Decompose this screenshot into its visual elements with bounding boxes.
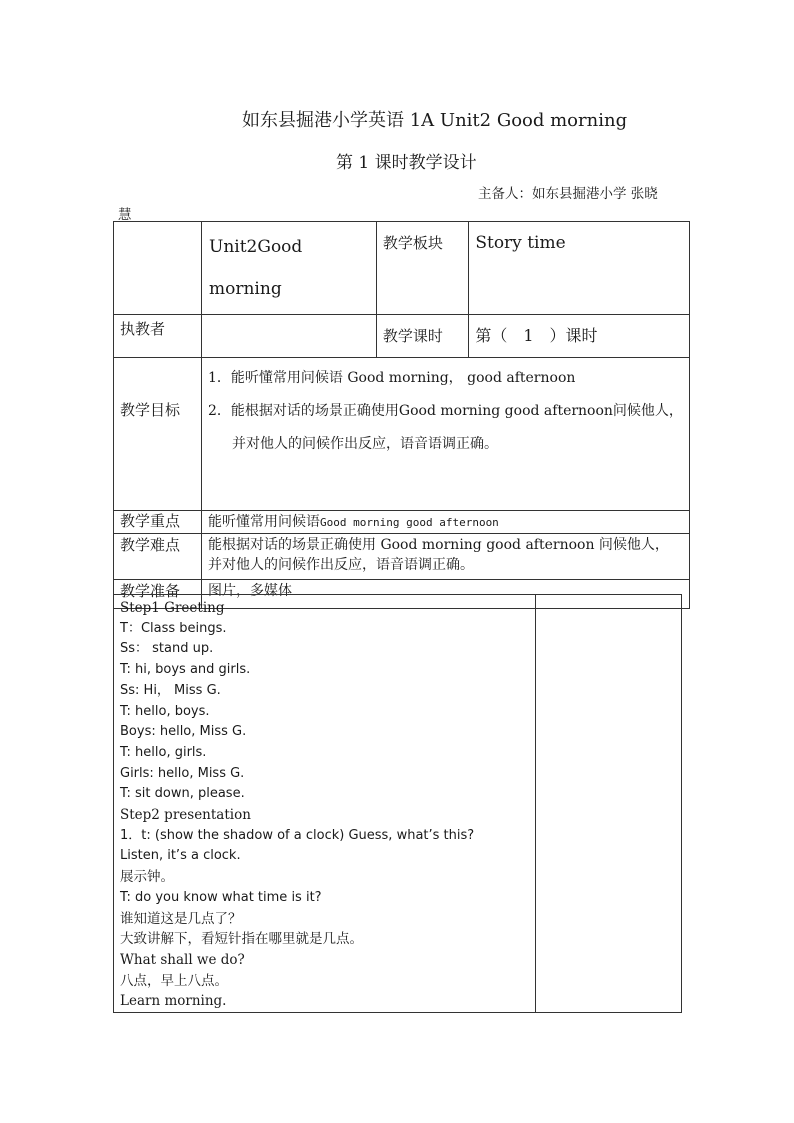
prep-value: 图片，多媒体 [208, 583, 292, 599]
process-line: Listen, it’s a clock. [120, 848, 241, 864]
document-subtitle: 第 1 课时教学设计 [336, 153, 477, 173]
process-cell [114, 595, 536, 1013]
key-value: Good morning good afternoon [320, 516, 499, 529]
process-line: 展示钟。 [120, 869, 174, 886]
process-line: Ss: Hi， Miss G. [120, 682, 221, 698]
difficulty-line-1: 能根据对话的场景正确使用 Good morning good afternoon 问候他人， [208, 537, 669, 553]
goals-label-cell [114, 358, 202, 511]
goal-2-continued: 并对他人的问候作出反应，语音语调正确。 [232, 436, 498, 452]
process-line: 大致讲解下，看短针指在哪里就是几点。 [120, 931, 363, 948]
process-line: Learn morning. [120, 993, 227, 1010]
goal-2: 2．能根据对话的场景正确使用Good morning good afternoon问候他人， [208, 403, 683, 419]
key-label-cell [114, 511, 202, 534]
process-line: T: hi, boys and girls. [120, 662, 251, 678]
prep-label: 教学准备 [120, 582, 181, 600]
lesson-info-table [113, 221, 690, 609]
process-line: T: hello, boys. [120, 703, 210, 719]
process-line: T：Class beings. [120, 620, 227, 636]
teaching-process-table [113, 594, 682, 1013]
process-line: 八点，早上八点。 [120, 972, 228, 989]
notes-cell [536, 595, 682, 1013]
document-title: 如东县掘港小学英语 1A Unit2 Good morning [242, 110, 628, 131]
process-line: T: sit down, please. [120, 786, 245, 802]
teacher-label: 执教者 [120, 320, 166, 338]
unit-value: Unit2Good morning [209, 237, 303, 299]
period-value-cell [469, 315, 690, 358]
block-label-cell [376, 222, 469, 315]
difficulty-label: 教学难点 [120, 536, 181, 554]
period-label: 教学课时 [382, 327, 443, 345]
goals-cell [202, 358, 690, 511]
process-line: What shall we do? [120, 951, 245, 968]
teacher-value [202, 315, 376, 323]
difficulty-cell [202, 534, 690, 580]
period-value: 第（ 1 ）课时 [475, 326, 598, 345]
process-line: 谁知道这是几点了？ [120, 910, 242, 927]
block-label: 教学板块 [382, 234, 443, 252]
preparer-line-wrap: 慧 [118, 207, 132, 223]
key-label: 教学重点 [120, 512, 181, 530]
process-line: Step2 presentation [120, 807, 251, 824]
difficulty-line-2: 并对他人的问候作出反应，语音语调正确。 [208, 557, 474, 573]
process-line: Ss： stand up. [120, 641, 214, 657]
preparer-line: 主备人：如东县掘港小学 张晓 [478, 186, 658, 202]
unit-cell [202, 222, 377, 315]
key-prefix: 能听懂常用问候语 [208, 514, 320, 530]
process-line: T: hello, girls. [120, 744, 207, 760]
difficulty-label-cell [114, 534, 202, 580]
process-line: 1．t: (show the shadow of a clock) Guess, what’s this? [120, 827, 475, 843]
key-value-cell [202, 511, 690, 534]
process-line: Girls: hello, Miss G. [120, 765, 245, 781]
process-line: T: do you know what time is it? [120, 889, 322, 905]
goal-1: 1．能听懂常用问候语 Good morning， good afternoon [208, 370, 576, 386]
period-label-cell [376, 315, 469, 358]
teacher-label-cell [114, 315, 202, 358]
process-line: Step1 Greeting [120, 600, 225, 616]
goals-label: 教学目标 [120, 401, 181, 419]
block-value-cell [469, 222, 690, 315]
teacher-value-cell [202, 315, 377, 358]
process-line: Boys: hello, Miss G. [120, 724, 247, 740]
block-value: Story time [475, 233, 566, 253]
empty-cell [114, 222, 202, 315]
